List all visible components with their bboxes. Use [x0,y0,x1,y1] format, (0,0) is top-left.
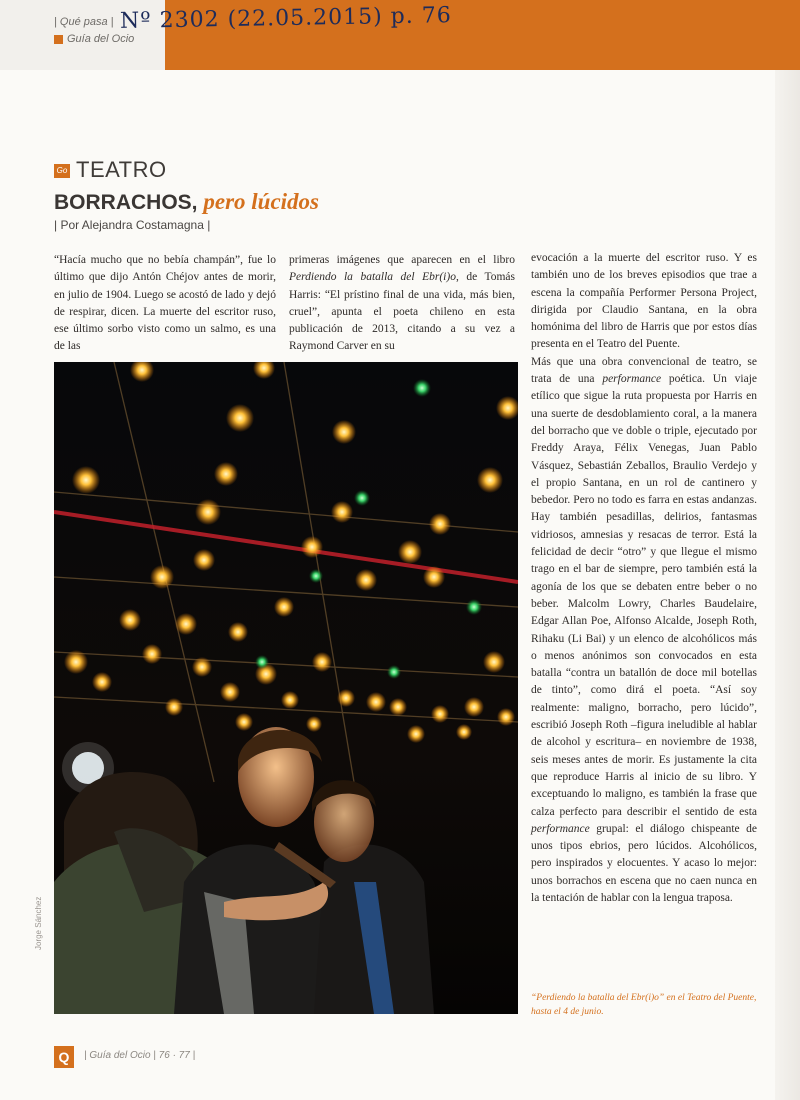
body-column-2: primeras imágenes que aparecen en el libro Perdiendo la batalla del Ebr(i)o, de Tomás Harris: “El prístino final de una vida, más bien, cruel”, apunta el poeta chileno en esta publicación de 2013, citando a su vez a Raymond Carver en su [289,254,515,353]
body-column-3 [531,250,757,907]
paragraph: evocación a la muerte del escritor ruso. Y es también uno de los breves episodios que trae a escena la compañía Performer Persona Project, dirigida por Claudio Santana, en la obra homónima del libro de Harris que por estos días presenta en el Teatro del Puente. [531,252,757,351]
kicker: | Qué pasa | [54,16,114,28]
guide-line: Guía del Ocio [54,33,134,45]
book-title: Perdiendo la batalla del Ebr(i)o [289,271,456,284]
section-label: TEATRO [76,157,167,182]
body-column-1: “Hacía mucho que no bebía champán”, fue lo último que dijo Antón Chéjov antes de morir, en julio de 1904. Luego se acostó de lado y dejó de respirar, dicen. La muerte del escritor ruso, ese último sorbo visto como un salmo, es una de las [54,254,276,353]
headline-main: BORRACHOS, [54,191,198,214]
folio-text: | Guía del Ocio | 76 · 77 | [84,1050,196,1061]
headline [54,189,319,215]
photo-credit: Jorge Sánchez [34,896,43,950]
headline-accent: pero lúcidos [203,189,319,214]
handwritten-note: Nº 2302 (22.05.2015) p. 76 [119,3,452,34]
paragraph: Más que una obra convencional de teatro, se trata de una performance poética. Un viaje etílico que sigue la ruta propuesta por Harris en una suerte de desdoblamiento coral, a la manera del borracho que ve doble o triple, ejecutado por Freddy Araya, Félix Venegas, Juan Pablo Vásquez, Sebastián Zeballos, Braulio Verdejo y el propio Santana, en un rol de cantinero y bebedor. Pero no todo es farra en estas andanzas. Hay también pesadillas, delirios, fantasmas vidriosos, amnesias y resacas de terror. Está la felicidad de decir “otro” y que llegue el mismo trago en el bar de siempre, pero también está la agonía de los que se debaten entre beber o no beber. Malcolm Lowry, Charles Baudelaire, Edgar Allan Poe, Alfonso Alcalde, Joseph Roth, Rihaku (Li Bai) y un elenco de alcohólicos más o menos anónimos son convocados en esta batalla “contra un batallón de doce mil botellas de tinto”, como dirá el poeta. “Así soy realmente: maligno, borracho, pero lúcido”, escribió Joseph Roth –figura ineludible al hablar de alcohol y escritura– en noviembre de 1938, seis meses antes de morir. Es justamente la cita que reproduce Harris al inicio de su libro. Y exceptuando lo maligno, es también la frase que calza perfecto para describir el sentido de esta performance grupal: el diálogo chispeante de unos tipos ebrios, pero lúcidos. Alcohólicos, pero inspirados y elocuentes. Y acaso lo mejor: unos borrachos en escena que no caen nunca en la tentación de hablar con la lengua traposa. [531,355,758,904]
section-icon: Go [54,164,70,178]
stage-photo [54,362,518,1014]
footnote: “Perdiendo la batalla del Ebr(i)o” en el Teatro del Puente, hasta el 4 de junio. [531,993,757,1017]
page-edge [775,70,800,1100]
byline: | Por Alejandra Costamagna | [54,218,211,232]
guide-square-icon [54,35,63,44]
folio-logo: Q [54,1046,74,1068]
